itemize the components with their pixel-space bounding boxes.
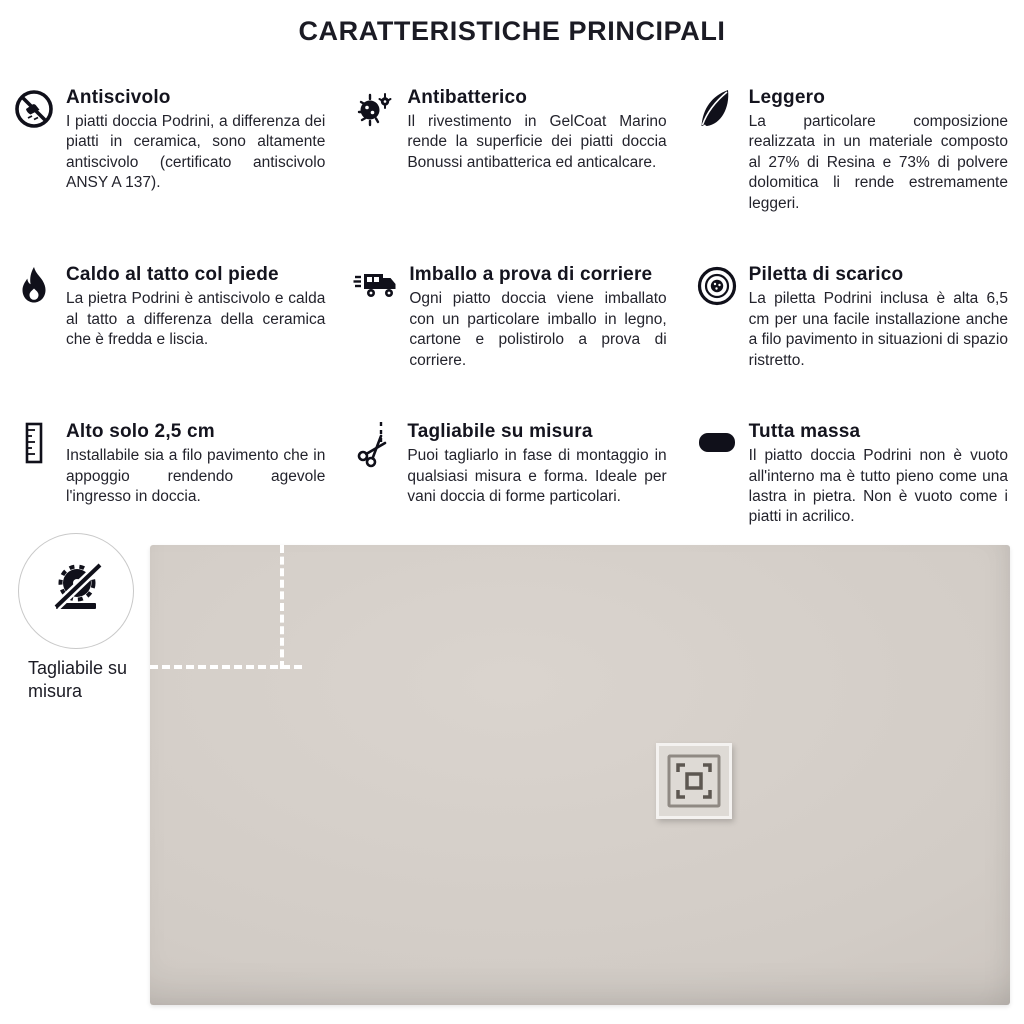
feature-heading: Antibatterico <box>407 87 528 108</box>
cut-line-horizontal <box>150 665 302 669</box>
feature-piletta <box>695 264 1008 371</box>
feature-heading: Alto solo 2,5 cm <box>66 421 215 443</box>
bacteria-icon <box>353 88 397 132</box>
feature-imballo <box>353 264 666 371</box>
drain-icon <box>695 265 739 309</box>
scissors-icon <box>353 422 397 466</box>
feature-body: La pietra Podrini è antiscivolo e calda al tatto a differenza della ceramica che è fredda e liscia. <box>66 290 326 349</box>
feature-heading: Caldo al tatto col piede <box>66 264 279 286</box>
feature-tagliabile <box>353 421 666 528</box>
feature-body: La particolare composizione realizzata in un materiale composto al 27% di Resina e 73% di polvere dolomitica li rende estremamente leggeri. <box>748 113 1008 212</box>
features-grid <box>0 47 1024 528</box>
circular-saw-icon <box>44 557 108 626</box>
feature-body: Il rivestimento in GelCoat Marino rende la superficie dei piatti doccia Bonussi antibatterica ed anticalcare. <box>407 113 667 171</box>
feature-heading: Imballo a prova di corriere <box>409 264 653 286</box>
feature-text <box>749 87 1008 214</box>
page-title: CARATTERISTICHE PRINCIPALI <box>298 16 726 46</box>
feature-text <box>407 421 666 507</box>
product-photo-section <box>0 533 1024 1013</box>
badge-label: Tagliabile su misura <box>28 658 128 701</box>
feature-body: I piatti doccia Podrini, a differenza dei piatti in ceramica, sono altamente antiscivolo (certificato antiscivolo ANSY A 137). <box>66 113 326 192</box>
feature-antibatterico <box>353 87 666 214</box>
feature-alto-solo <box>12 421 325 528</box>
feature-text <box>66 264 325 350</box>
feature-body: La piletta Podrini inclusa è alta 6,5 cm per una facile installazione anche a filo pavimento in situazioni di spazio ristretto. <box>748 290 1008 369</box>
flame-icon <box>12 265 56 309</box>
feature-heading: Piletta di scarico <box>748 264 904 286</box>
feature-text <box>749 264 1008 371</box>
feature-text <box>407 87 666 173</box>
feature-text <box>66 87 325 194</box>
cut-to-size-badge <box>18 533 134 649</box>
feature-body: Puoi tagliarlo in fase di montaggio in qualsiasi misura e forma. Ideale per vani doccia di forme particolari. <box>407 447 667 505</box>
feature-text <box>409 264 666 371</box>
drain-grate <box>656 743 732 819</box>
feather-icon <box>695 88 739 132</box>
delivery-truck-icon <box>353 265 399 309</box>
solid-mass-icon <box>695 422 739 466</box>
feature-body: Il piatto doccia Podrini non è vuoto all'interno ma è tutto pieno come una lastra in pietra. Non è vuoto come i piatti in acrilico. <box>748 447 1008 526</box>
feature-text <box>66 421 325 507</box>
feature-heading: Antiscivolo <box>66 87 171 108</box>
feature-heading: Tagliabile su misura <box>407 421 593 443</box>
ruler-icon <box>12 422 56 466</box>
feature-body: Installabile sia a filo pavimento che in appoggio rendendo agevole l'ingresso in doccia. <box>66 447 326 505</box>
feature-caldo-al-tatto <box>12 264 325 371</box>
feature-tutta-massa <box>695 421 1008 528</box>
feature-body: Ogni piatto doccia viene imballato con un particolare imballo in legno, cartone e polistirolo a prova di corriere. <box>409 290 667 369</box>
feature-heading: Leggero <box>748 87 826 108</box>
feature-heading: Tutta massa <box>748 421 861 443</box>
no-slip-icon <box>12 88 56 132</box>
shower-tray-photo <box>150 545 1010 1005</box>
feature-text <box>749 421 1008 528</box>
cut-line-vertical <box>280 545 284 669</box>
feature-antiscivolo <box>12 87 325 214</box>
feature-leggero <box>695 87 1008 214</box>
